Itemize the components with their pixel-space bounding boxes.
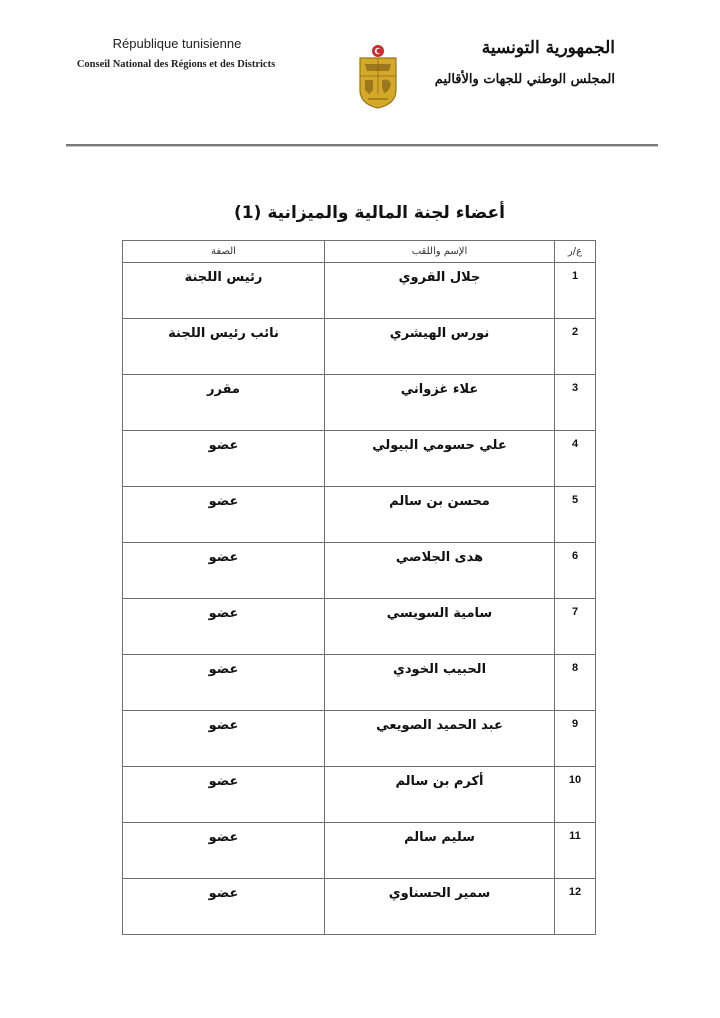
table-row — [123, 767, 596, 823]
header-num: ع/ر — [555, 241, 596, 263]
row-name: سليم سالم — [325, 823, 555, 879]
row-role: عضو — [123, 711, 325, 767]
row-name: نورس الهيشري — [325, 319, 555, 375]
row-name: هدى الجلاصي — [325, 543, 555, 599]
row-num: 4 — [555, 431, 596, 487]
row-name: علي حسومي البيولي — [325, 431, 555, 487]
header-fr-country: République tunisienne — [112, 36, 242, 51]
row-num: 3 — [555, 375, 596, 431]
header-ar-country: الجمهورية التونسية — [481, 38, 615, 58]
table-row — [123, 823, 596, 879]
row-name: سمير الحسناوي — [325, 879, 555, 935]
table-row — [123, 879, 596, 935]
header-fr-council: Conseil National des Régions et des Districts — [76, 59, 276, 70]
table-row — [123, 543, 596, 599]
table-header-row — [123, 241, 596, 263]
row-role: عضو — [123, 879, 325, 935]
header-ar-council: المجلس الوطني للجهات والأقاليم — [434, 72, 615, 87]
table-row — [123, 319, 596, 375]
row-num: 2 — [555, 319, 596, 375]
table-row — [123, 263, 596, 319]
row-role: عضو — [123, 599, 325, 655]
row-name: علاء غزواني — [325, 375, 555, 431]
row-role: عضو — [123, 431, 325, 487]
row-num: 5 — [555, 487, 596, 543]
coat-of-arms-icon — [356, 44, 400, 110]
row-name: الحبيب الخودي — [325, 655, 555, 711]
table-row — [123, 431, 596, 487]
row-num: 11 — [555, 823, 596, 879]
row-num: 6 — [555, 543, 596, 599]
header-role: الصفة — [123, 241, 325, 263]
table-row — [123, 487, 596, 543]
row-role: رئيس اللجنة — [123, 263, 325, 319]
row-role: مقرر — [123, 375, 325, 431]
row-name: أكرم بن سالم — [325, 767, 555, 823]
row-role: عضو — [123, 767, 325, 823]
row-name: جلال القروي — [325, 263, 555, 319]
row-num: 12 — [555, 879, 596, 935]
row-role: عضو — [123, 655, 325, 711]
row-name: سامية السويسي — [325, 599, 555, 655]
page-title: أعضاء لجنة المالية والميزانية (1) — [234, 203, 505, 223]
table-row — [123, 655, 596, 711]
row-num: 7 — [555, 599, 596, 655]
row-role: عضو — [123, 543, 325, 599]
members-table — [122, 240, 596, 935]
row-num: 1 — [555, 263, 596, 319]
table-row — [123, 711, 596, 767]
header-name: الإسم واللقب — [325, 241, 555, 263]
header-divider — [66, 144, 658, 147]
row-num: 8 — [555, 655, 596, 711]
row-role: نائب رئيس اللجنة — [123, 319, 325, 375]
row-name: عبد الحميد الصويعي — [325, 711, 555, 767]
table-row — [123, 375, 596, 431]
row-name: محسن بن سالم — [325, 487, 555, 543]
row-role: عضو — [123, 823, 325, 879]
row-num: 9 — [555, 711, 596, 767]
row-num: 10 — [555, 767, 596, 823]
row-role: عضو — [123, 487, 325, 543]
table-row — [123, 599, 596, 655]
